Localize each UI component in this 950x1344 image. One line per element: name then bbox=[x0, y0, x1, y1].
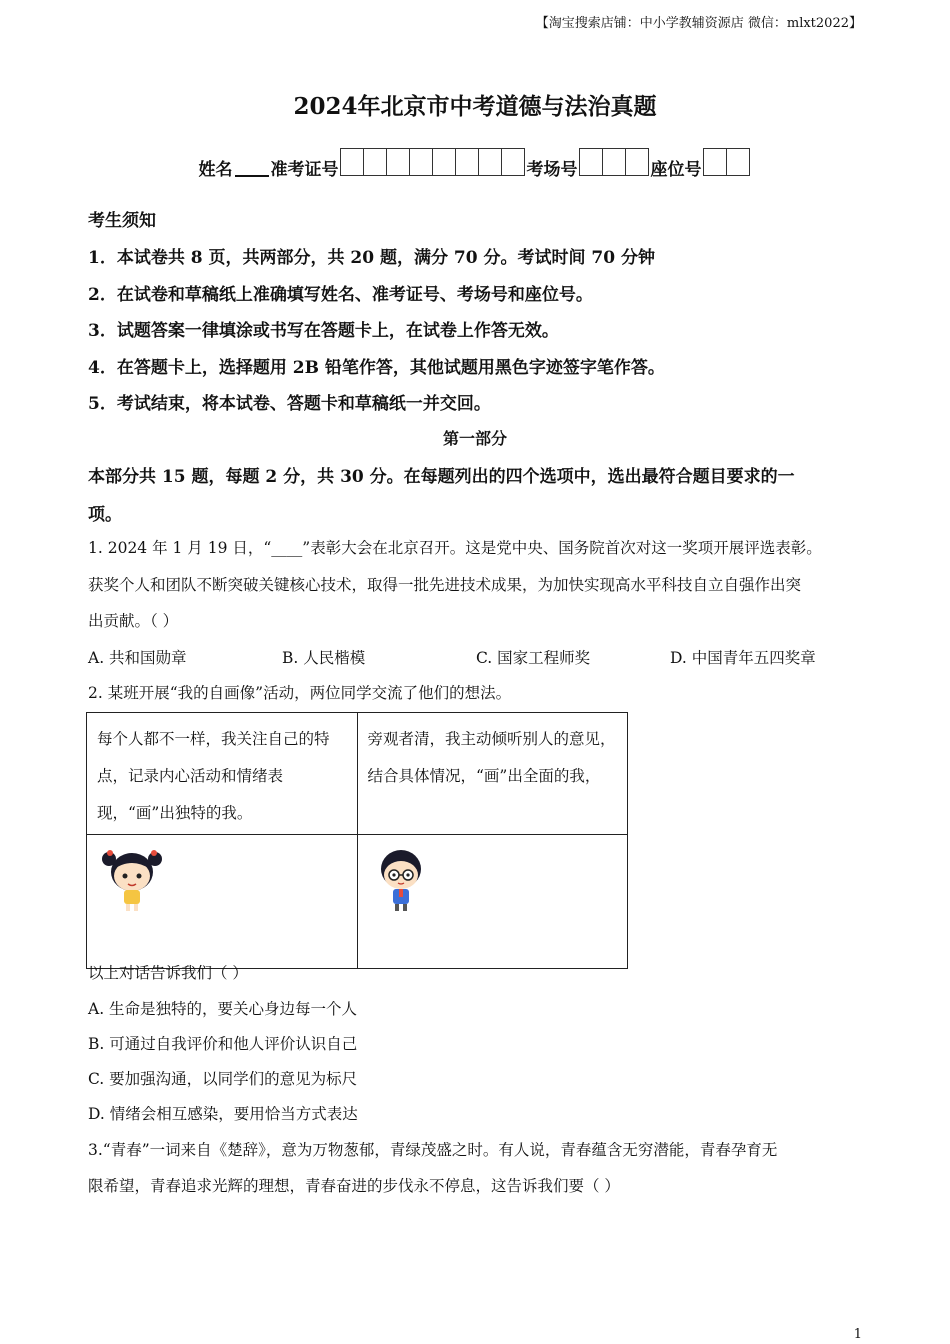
name-blank[interactable] bbox=[235, 175, 269, 177]
page-title: 2024年北京市中考道德与法治真题 bbox=[293, 93, 657, 120]
girl-cartoon-icon bbox=[97, 845, 167, 915]
q2-followup: 以上对话告诉我们（ ） bbox=[88, 964, 248, 982]
header-note: 【淘宝搜索店铺：中小学教辅资源店 微信：mlxt2022】 bbox=[535, 16, 862, 31]
q2-girl-cell bbox=[87, 835, 358, 969]
exam-no-label: 准考证号 bbox=[270, 160, 339, 180]
q2-option-c[interactable]: C. 要加强沟通，以同学们的意见为标尺 bbox=[88, 1070, 358, 1088]
q1-stem: 获奖个人和团队不断突破关键核心技术，取得一批先进技术成果，为加快实现高水平科技自立自强作出突 bbox=[88, 576, 802, 594]
q2-option-a[interactable]: A. 生命是独特的，要关心身边每一个人 bbox=[88, 1000, 358, 1018]
part1-heading: 第一部分 bbox=[442, 429, 507, 448]
q1-option-b[interactable]: B. 人民楷模 bbox=[282, 649, 366, 667]
q2-right-speech: 旁观者清，我主动倾听别人的意见，结合具体情况，“画”出全面的我， bbox=[357, 713, 628, 835]
q2-option-b[interactable]: B. 可通过自我评价和他人评价认识自己 bbox=[88, 1035, 358, 1053]
seat-boxes[interactable] bbox=[704, 148, 750, 176]
q2-left-speech: 每个人都不一样，我关注自己的特点，记录内心活动和情绪表现，“画”出独特的我。 bbox=[87, 713, 358, 835]
notice-item: 4．在答题卡上，选择题用 2B 铅笔作答，其他试题用黑色字迹签字笔作答。 bbox=[88, 358, 665, 378]
notice-item: 5．考试结束，将本试卷、答题卡和草稿纸一并交回。 bbox=[88, 394, 491, 414]
q3-stem: 限希望，青春追求光辉的理想，青春奋进的步伐永不停息，这告诉我们要（ ） bbox=[88, 1177, 620, 1195]
q1-option-a[interactable]: A. 共和国勋章 bbox=[88, 649, 187, 667]
exam-no-boxes[interactable] bbox=[341, 148, 525, 176]
room-boxes[interactable] bbox=[580, 148, 649, 176]
page-number: 1 bbox=[853, 1327, 862, 1342]
name-label: 姓名 bbox=[198, 160, 233, 180]
notice-item: 3．试题答案一律填涂或书写在答题卡上，在试卷上作答无效。 bbox=[88, 321, 559, 341]
q2-stem: 2. 某班开展“我的自画像”活动，两位同学交流了他们的想法。 bbox=[88, 684, 512, 702]
q1-option-d[interactable]: D. 中国青年五四奖章 bbox=[670, 649, 816, 667]
q2-option-d[interactable]: D. 情绪会相互感染，要用恰当方式表达 bbox=[88, 1105, 358, 1123]
q1-stem: 1. 2024 年 1 月 19 日，“____”表彰大会在北京召开。这是党中央、国务院首次对这一奖项开展评选表彰。 bbox=[88, 539, 822, 557]
q1-stem: 出贡献。（ ） bbox=[88, 612, 179, 630]
part1-description: 本部分共 15 题，每题 2 分，共 30 分。在每题列出的四个选项中，选出最符合题目要求的一 bbox=[88, 467, 795, 487]
q1-options bbox=[88, 646, 868, 668]
q1-option-c[interactable]: C. 国家工程师奖 bbox=[476, 649, 591, 667]
q3-stem: 3.“青春”一词来自《楚辞》，意为万物葱郁，青绿茂盛之时。有人说，青春蕴含无穷潜能，青春孕育无 bbox=[88, 1141, 778, 1159]
seat-label: 座位号 bbox=[650, 160, 702, 180]
notice-item: 2．在试卷和草稿纸上准确填写姓名、准考证号、考场号和座位号。 bbox=[88, 285, 593, 305]
notice-heading: 考生须知 bbox=[88, 211, 156, 231]
notice-item: 1．本试卷共 8 页，共两部分，共 20 题，满分 70 分。考试时间 70 分钟 bbox=[88, 248, 655, 268]
room-label: 考场号 bbox=[526, 160, 578, 180]
candidate-info-line bbox=[0, 148, 950, 180]
boy-cartoon-icon bbox=[368, 845, 438, 925]
q2-boy-cell bbox=[357, 835, 628, 969]
part1-description-cont: 项。 bbox=[88, 505, 122, 525]
q2-dialog-table bbox=[86, 712, 628, 969]
